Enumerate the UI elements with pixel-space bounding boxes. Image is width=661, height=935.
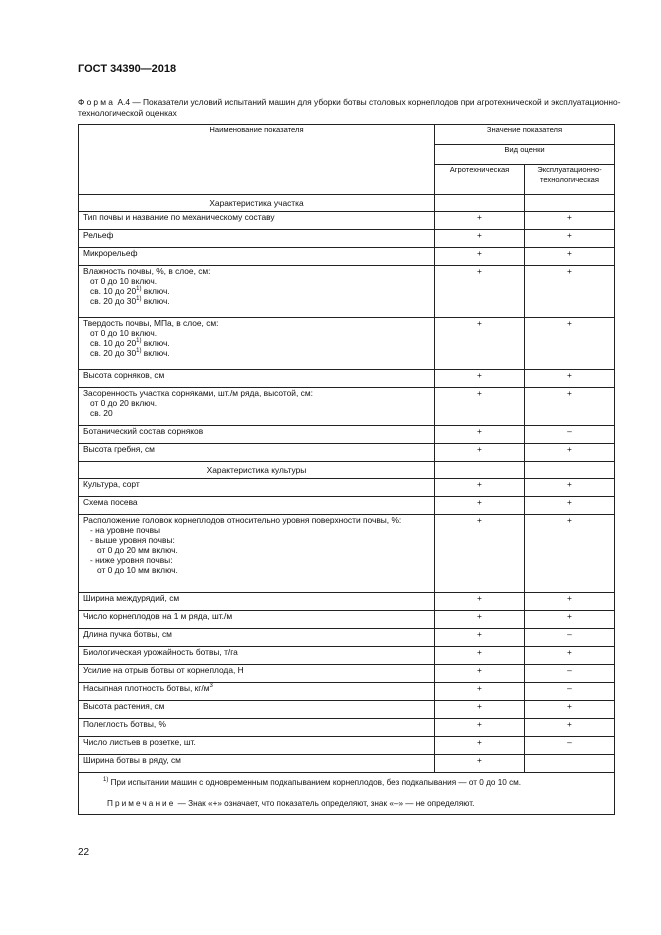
indicator-label: Твердость почвы, МПа, в слое, см: [83, 318, 219, 328]
table-row [79, 318, 615, 370]
standard-number: ГОСТ 34390—2018 [78, 63, 177, 75]
section-crop-agro-cell [435, 462, 525, 479]
indicator-name [79, 426, 435, 444]
expl-value: + [525, 479, 615, 497]
form-word: Форма [78, 97, 116, 107]
table-row [79, 497, 615, 515]
expl-value: + [525, 719, 615, 737]
indicator-sub-line [83, 535, 430, 545]
expl-value: – [525, 665, 615, 683]
indicator-name [79, 266, 435, 318]
indicator-name [79, 593, 435, 611]
indicator-name [79, 318, 435, 370]
agro-value: + [435, 593, 525, 611]
footnote-ref: 1) [136, 296, 142, 302]
table-row [79, 665, 615, 683]
footnote-ref: 1) [136, 348, 142, 354]
indicator-sub-line [83, 525, 430, 535]
table-row [79, 593, 615, 611]
sub-tail: включ. [141, 296, 170, 306]
indicator-name [79, 515, 435, 593]
sub-tail: включ. [141, 286, 170, 296]
table-row [79, 683, 615, 701]
expl-value: + [525, 248, 615, 266]
table-row [79, 737, 615, 755]
indicator-label: Схема посева [83, 497, 138, 507]
indicator-sub-line [83, 545, 430, 555]
sub-text: - выше уровня почвы: [90, 535, 175, 545]
footnote-row [79, 773, 615, 793]
indicator-label: Высота растения, см [83, 701, 165, 711]
indicator-name [79, 388, 435, 426]
agro-value: + [435, 266, 525, 318]
expl-value: + [525, 497, 615, 515]
indicator-label: Засоренность участка сорняками, шт./м ряда, высотой, см: [83, 388, 313, 398]
header-indicator-name: Наименование показателя [79, 125, 435, 195]
expl-value: + [525, 647, 615, 665]
indicator-label: Высота гребня, см [83, 444, 155, 454]
indicator-label: Полеглость ботвы, % [83, 719, 166, 729]
indicator-name [79, 701, 435, 719]
header-agrotechnical: Агротехническая [435, 165, 525, 195]
indicator-name [79, 370, 435, 388]
expl-value: + [525, 701, 615, 719]
sub-tail: включ. [141, 338, 170, 348]
table-row [79, 388, 615, 426]
indicator-name [79, 665, 435, 683]
indicator-label: Тип почвы и название по механическому составу [83, 212, 275, 222]
sub-text: от 0 до 10 включ. [90, 276, 158, 286]
sub-text: - на уровне почвы [90, 525, 161, 535]
indicator-label: Влажность почвы, %, в слое, см: [83, 266, 211, 276]
table-row [79, 755, 615, 773]
table-row [79, 479, 615, 497]
section-crop [79, 462, 615, 479]
expl-value: + [525, 388, 615, 426]
indicator-sub-line [83, 276, 430, 286]
agro-value: + [435, 248, 525, 266]
table-row [79, 248, 615, 266]
indicator-label: Ширина междурядий, см [83, 593, 180, 603]
table-row [79, 515, 615, 593]
indicator-sub-line [83, 338, 430, 348]
indicator-name [79, 629, 435, 647]
agro-value: + [435, 611, 525, 629]
form-title: А.4 — Показатели условий испытаний машин для уборки ботвы столовых корнеплодов при агротехнической и эксплуатационно-технологической оценках [78, 97, 621, 118]
header-operational: Эксплуатационно-технологическая [525, 165, 615, 195]
table-row [79, 266, 615, 318]
indicator-sub-line [83, 286, 430, 296]
table-row [79, 230, 615, 248]
superscript: 3 [209, 683, 213, 689]
indicator-sub-line [83, 348, 430, 358]
footnote-text: При испытании машин с одновременным подкапыванием корнеплодов, без подкапывания — от 0 до 10 см. [110, 778, 522, 787]
note-row [79, 793, 615, 815]
indicator-label: Биологическая урожайность ботвы, т/га [83, 647, 238, 657]
indicator-label: Рельеф [83, 230, 114, 240]
agro-value: + [435, 318, 525, 370]
section-plot-expl-cell [525, 195, 615, 212]
header-assessment-type: Вид оценки [435, 145, 615, 165]
expl-value: + [525, 318, 615, 370]
sub-tail: включ. [141, 348, 170, 358]
indicator-label: Число листьев в розетке, шт. [83, 737, 196, 747]
table-row [79, 444, 615, 462]
indicator-label: Ботанический состав сорняков [83, 426, 204, 436]
table-row [79, 611, 615, 629]
agro-value: + [435, 444, 525, 462]
indicator-name [79, 755, 435, 773]
form-caption [78, 97, 623, 119]
agro-value: + [435, 497, 525, 515]
indicator-name [79, 230, 435, 248]
agro-value: + [435, 647, 525, 665]
section-plot [79, 195, 615, 212]
table-row [79, 701, 615, 719]
table-row [79, 426, 615, 444]
expl-value: – [525, 629, 615, 647]
sub-text: от 0 до 20 мм включ. [97, 545, 178, 555]
sub-text: св. 20 [90, 408, 113, 418]
agro-value: + [435, 701, 525, 719]
agro-value: + [435, 719, 525, 737]
sub-text: от 0 до 10 мм включ. [97, 565, 178, 575]
agro-value: + [435, 629, 525, 647]
section-plot-title: Характеристика участка [79, 195, 435, 212]
agro-value: + [435, 479, 525, 497]
sub-text: св. 10 до 20 [90, 286, 137, 296]
indicator-sub-line [83, 408, 430, 418]
expl-value: + [525, 266, 615, 318]
footnote-ref: 1) [136, 338, 142, 344]
indicator-sub-line [83, 555, 430, 565]
sub-text: св. 20 до 30 [90, 296, 137, 306]
indicator-name [79, 444, 435, 462]
indicator-name [79, 611, 435, 629]
expl-value: + [525, 593, 615, 611]
agro-value: + [435, 683, 525, 701]
agro-value: + [435, 755, 525, 773]
agro-value: + [435, 370, 525, 388]
expl-value: + [525, 515, 615, 593]
agro-value: + [435, 212, 525, 230]
indicator-label: Число корнеплодов на 1 м ряда, шт./м [83, 611, 233, 621]
indicator-name [79, 737, 435, 755]
sub-text: от 0 до 20 включ. [90, 398, 158, 408]
table-row [79, 647, 615, 665]
indicator-name [79, 479, 435, 497]
note-text: — Знак «+» означает, что показатель определяют, знак «–» — не определяют. [177, 798, 475, 808]
expl-value: + [525, 230, 615, 248]
expl-value: – [525, 426, 615, 444]
conditions-table [78, 124, 615, 815]
sub-text: св. 20 до 30 [90, 348, 137, 358]
agro-value: + [435, 737, 525, 755]
expl-value [525, 755, 615, 773]
footnote-cell [79, 773, 615, 793]
section-plot-agro-cell [435, 195, 525, 212]
indicator-name [79, 683, 435, 701]
expl-value: + [525, 444, 615, 462]
agro-value: + [435, 665, 525, 683]
indicator-label: Расположение головок корнеплодов относительно уровня поверхности почвы, %: [83, 515, 402, 525]
page-number: 22 [78, 847, 90, 858]
table-row [79, 370, 615, 388]
agro-value: + [435, 388, 525, 426]
sub-text: св. 10 до 20 [90, 338, 137, 348]
table-row [79, 719, 615, 737]
indicator-label: Культура, сорт [83, 479, 140, 489]
table-row [79, 629, 615, 647]
agro-value: + [435, 426, 525, 444]
indicator-sub-line [83, 328, 430, 338]
expl-value: + [525, 370, 615, 388]
footnote-mark: 1) [103, 777, 109, 783]
indicator-sub-line [83, 565, 430, 575]
expl-value: – [525, 683, 615, 701]
note-word: Примечание [107, 798, 176, 808]
indicator-label: Насыпная плотность ботвы, кг/м [83, 683, 210, 693]
expl-value: – [525, 737, 615, 755]
section-crop-title: Характеристика культуры [79, 462, 435, 479]
agro-value: + [435, 230, 525, 248]
indicator-sub-line [83, 296, 430, 306]
sub-text: - ниже уровня почвы: [90, 555, 173, 565]
indicator-name [79, 212, 435, 230]
expl-value: + [525, 212, 615, 230]
table-row [79, 212, 615, 230]
footnote-ref: 1) [136, 286, 142, 292]
agro-value: + [435, 515, 525, 593]
indicator-label: Длина пучка ботвы, см [83, 629, 172, 639]
indicator-name [79, 497, 435, 515]
indicator-name [79, 248, 435, 266]
indicator-sub-line [83, 398, 430, 408]
note-cell [79, 793, 615, 815]
indicator-label: Микрорельеф [83, 248, 138, 258]
sub-text: от 0 до 10 включ. [90, 328, 158, 338]
indicator-label: Ширина ботвы в ряду, см [83, 755, 181, 765]
indicator-label: Усилие на отрыв ботвы от корнеплода, Н [83, 665, 244, 675]
expl-value: + [525, 611, 615, 629]
header-value: Значение показателя [435, 125, 615, 145]
indicator-name [79, 647, 435, 665]
indicator-name [79, 719, 435, 737]
section-crop-expl-cell [525, 462, 615, 479]
indicator-label: Высота сорняков, см [83, 370, 165, 380]
